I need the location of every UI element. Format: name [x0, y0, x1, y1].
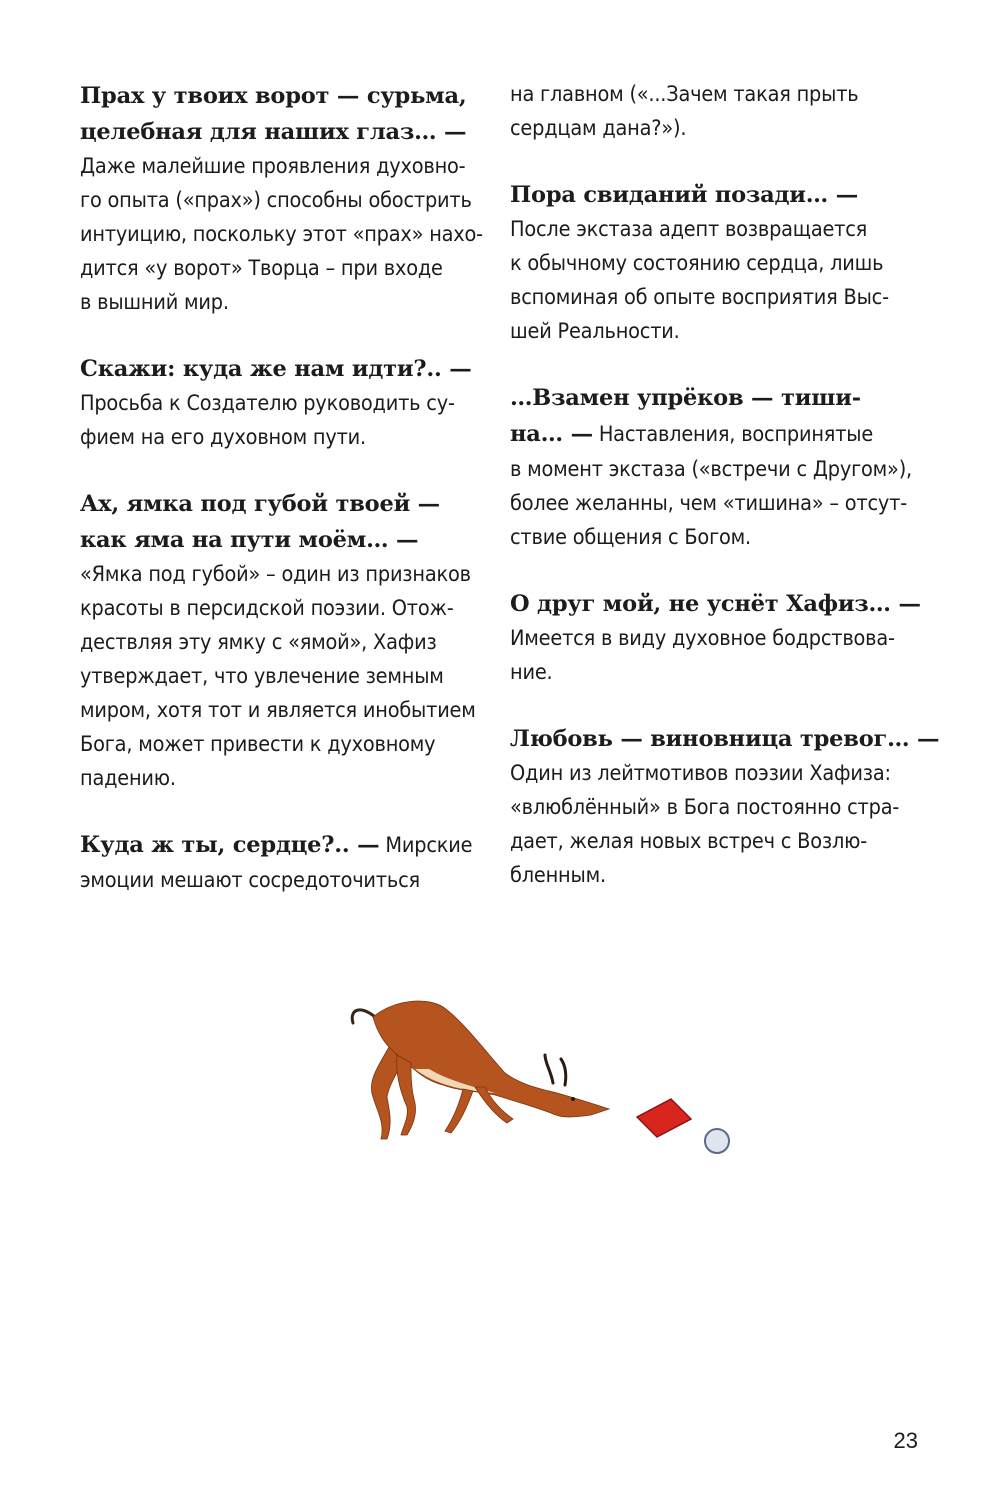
heading-text: на… — — [510, 421, 593, 447]
gloss-heading — [80, 827, 490, 864]
gloss-entry-rendezvous — [510, 177, 930, 349]
gloss-entry-where-to-go — [80, 351, 490, 455]
gloss-heading: Пора свиданий позади… — — [510, 182, 859, 208]
gloss-entry-dimple — [80, 486, 490, 796]
gloss-text: Один из лейтмотивов поэзии Хафиза: «влюблённый» в Бога постоянно стра- дает, желая новых встреч с Возлю- бленным. — [510, 761, 900, 888]
gloss-heading: Любовь — виновница тревог… — — [510, 726, 940, 752]
gloss-heading: О друг мой, не уснёт Хафиз… — — [510, 591, 921, 617]
gloss-heading: Скажи: куда же нам идти?.. — — [80, 356, 472, 382]
gloss-text: в момент экстаза («встречи с Другом»), более желанны, чем «тишина» – отсут- ствие общения с Богом. — [510, 457, 912, 550]
gazelle-figure — [352, 1001, 609, 1139]
gloss-entry-heart — [80, 827, 490, 898]
gloss-text: После экстаза адепт возвращается к обычному состоянию сердца, лишь вспоминая об опыте восприятия Выс- шей Реальности. — [510, 217, 889, 344]
gloss-text: эмоции мешают сосредоточиться — [80, 868, 420, 893]
page-number: 23 — [893, 1428, 918, 1453]
gloss-text: на главном («...Зачем такая прыть сердцам дана?»). — [510, 82, 859, 141]
gloss-heading: Ах, ямка под губой твоей — как яма на пути моём… — — [80, 491, 440, 553]
gloss-continuation — [510, 78, 930, 146]
gloss-text: «Ямка под губой» – один из признаков красоты в персидской поэзии. Отож- дествляя эту ямку с «ямой», Хафиз утверждает, что увлечение земным миром, хотя тот и является инобытием Бога, может привести к духовному падению. — [80, 562, 476, 791]
right-column — [510, 78, 940, 924]
gloss-text: Просьба к Создателю руководить су- фием на его духовном пути. — [80, 391, 455, 450]
small-ball-shape — [705, 1129, 729, 1153]
gloss-heading: Прах у твоих ворот — сурьма, целебная для наших глаз… — — [80, 83, 467, 145]
gloss-text: Даже малейшие проявления духовно- го опыта («прах») способны обострить интуицию, поскольку этот «прах» нахо- дится «у ворот» Творца – при входе в вышний мир. — [80, 154, 483, 315]
left-column — [80, 78, 490, 929]
red-book-cover — [637, 1099, 691, 1137]
gloss-entry-hafiz-awake — [510, 586, 930, 690]
red-book — [637, 1099, 691, 1137]
inline-gloss-text: Мирские — [379, 833, 473, 858]
gloss-heading: …Взамен упрёков — тиши- на… — Наставления, воспринятые — [510, 385, 874, 447]
gazelle-illustration — [345, 995, 745, 1165]
small-ball — [705, 1129, 729, 1153]
inline-gloss-text: Наставления, воспринятые — [592, 422, 874, 447]
gloss-entry-dust — [80, 78, 490, 320]
gloss-entry-silence — [510, 380, 930, 555]
gloss-text: Имеется в виду духовное бодрствова- ние. — [510, 626, 895, 685]
gloss-entry-love — [510, 721, 940, 893]
heading-text: Куда ж ты, сердце?.. — — [80, 832, 380, 858]
